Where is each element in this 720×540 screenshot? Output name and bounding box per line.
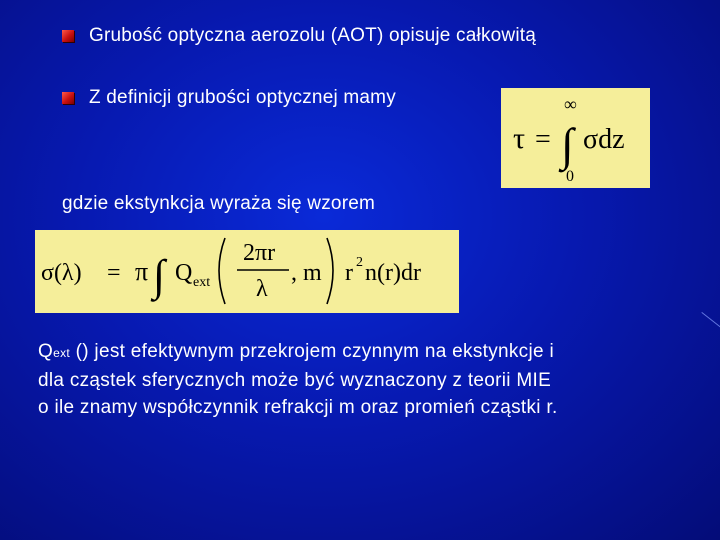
paragraph-q-sub: ext — [53, 346, 71, 360]
formula1-upper-limit: ∞ — [564, 94, 577, 114]
paragraph-line-1-rest: () jest efektywnym przekrojem czynnym na ekstynkcje i — [70, 341, 554, 362]
formula2-denominator: λ — [256, 276, 268, 302]
formula2-numerator: 2πr — [243, 240, 276, 266]
explanation-paragraph — [38, 338, 708, 421]
decorative-edge-line — [701, 312, 720, 331]
formula2-exponent: 2 — [356, 255, 363, 270]
paragraph-q: Q — [38, 341, 54, 362]
paragraph-line-2: dla cząstek sferycznych może być wyznaczony z teorii MIE — [38, 370, 552, 391]
formula2-lhs: σ(λ) — [41, 260, 82, 286]
bullet-2-line-1: Z definicji grubości optycznej mamy — [89, 87, 396, 108]
formula2-q: Q — [175, 260, 193, 286]
formula2-equals: = — [107, 260, 121, 286]
extinction-label: gdzie ekstynkcja wyraża się wzorem — [62, 193, 376, 214]
formula2-tail: n(r)dr — [365, 260, 421, 286]
paragraph-line-3: o ile znamy współczynnik refrakcji m oraz promień cząstki r. — [38, 397, 558, 418]
paragraph-line-1 — [38, 338, 708, 367]
formula2-right-paren — [327, 238, 333, 304]
bullet-1-line-1: Grubość optyczna aerozolu (AOT) opisuje całkowitą — [89, 25, 536, 46]
formula2-pi: π — [135, 257, 149, 286]
formula1-integrand: σdz — [583, 124, 625, 155]
formula1-equals: = — [535, 124, 551, 155]
formula2-r: r — [345, 260, 353, 286]
formula2-m: , m — [291, 260, 322, 286]
formula2-left-paren — [219, 238, 225, 304]
extinction-formula — [35, 230, 459, 313]
bullet-icon-2 — [62, 92, 74, 104]
formula1-integral: ∫ — [561, 119, 574, 170]
optical-depth-formula — [501, 88, 650, 188]
formula1-tau: τ — [513, 122, 526, 155]
formula2-integral: ∫ — [153, 251, 166, 300]
bullet-icon-1 — [62, 30, 74, 42]
formula2-q-sub: ext — [193, 275, 211, 290]
formula1-lower-limit: 0 — [566, 168, 574, 185]
